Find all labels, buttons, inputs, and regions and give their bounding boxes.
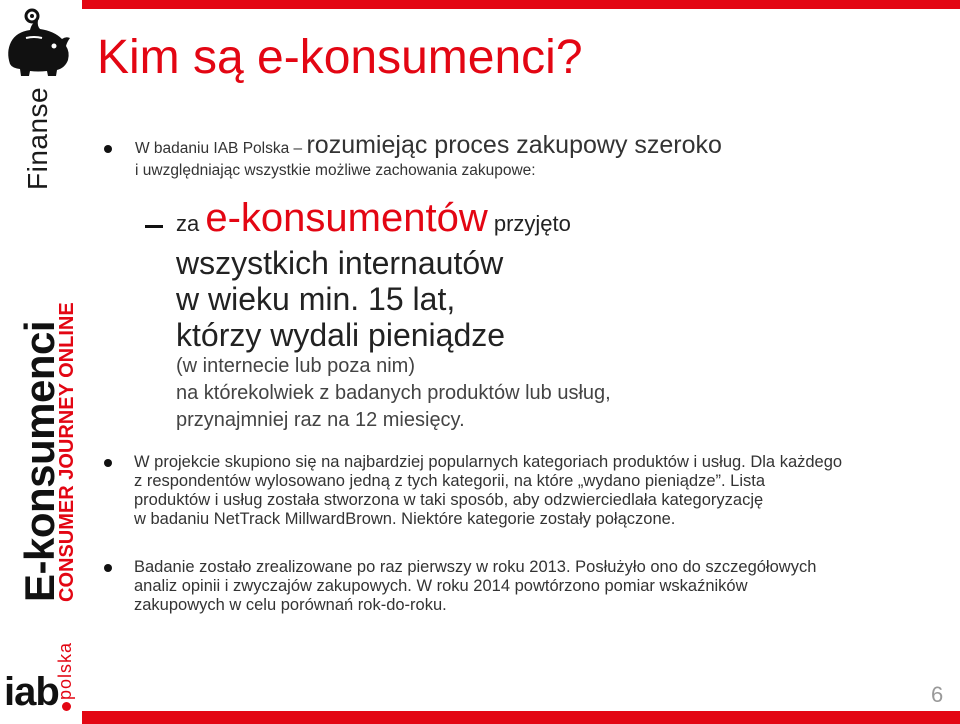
definition-line-7: przynajmniej raz na 12 miesięcy.: [176, 409, 465, 431]
bottom-accent-bar: [82, 711, 960, 724]
definition-przyjeto: przyjęto: [487, 211, 571, 236]
top-accent-bar: [82, 0, 960, 9]
bullet-dot: [104, 564, 114, 574]
iab-logo-dot: [62, 702, 71, 711]
paragraph-line: W projekcie skupiono się na najbardziej popularnych kategoriach produktów i usług. Dla każdego: [134, 453, 843, 471]
sub-bullet-dash: [145, 225, 163, 228]
brand-subtitle: CONSUMER JOURNEY ONLINE: [56, 302, 78, 602]
definition-za: za: [176, 211, 206, 236]
intro-emphasis: rozumiejąc proces zakupowy szeroko: [306, 131, 722, 159]
history-paragraph: [134, 558, 924, 615]
definition-line-6: na którekolwiek z badanych produktów lub usług,: [176, 382, 611, 404]
page-number: 6: [931, 682, 944, 707]
brand-title: E-konsumenci: [16, 320, 63, 602]
definition-line-5: (w internecie lub poza nim): [176, 355, 415, 377]
section-label: Finanse: [22, 86, 53, 190]
intro-paragraph: [135, 131, 875, 182]
definition-line-3: w wieku min. 15 lat,: [176, 281, 456, 317]
definition-term: e-konsumentów: [205, 196, 488, 240]
paragraph-line: analiz opinii i zwyczajów zakupowych. W roku 2014 powtórzono pomiar wskaźników: [134, 577, 748, 595]
intro-line-2: i uwzględniając wszystkie możliwe zachowania zakupowe:: [135, 162, 536, 179]
page-title: Kim są e-konsumenci?: [97, 31, 583, 84]
paragraph-line: z respondentów wylosowano jedną z tych kategorii, na które „wydano pieniądze”. Lista: [134, 472, 766, 490]
paragraph-line: zakupowych w celu porównań rok-do-roku.: [134, 596, 447, 614]
definition-line-2: wszystkich internautów: [176, 245, 504, 281]
iab-logo-polska: polska: [55, 641, 75, 700]
paragraph-line: Badanie zostało zrealizowane po raz pierwszy w roku 2013. Posłużyło ono do szczegółowych: [134, 558, 817, 576]
iab-logo: iab: [4, 670, 59, 714]
bullet-dot: [104, 459, 114, 469]
intro-small-text: W badaniu IAB Polska –: [135, 140, 307, 157]
definition-block: [176, 196, 816, 434]
bullet-dot: [104, 145, 114, 155]
paragraph-line: w badaniu NetTrack MillwardBrown. Niektóre kategorie zostały połączone.: [134, 510, 676, 528]
paragraph-line: produktów i usług została stworzona w taki sposób, aby odzwierciedlała kategoryzację: [134, 491, 764, 509]
piggy-bank-icon: [2, 6, 74, 76]
method-paragraph: [134, 453, 924, 529]
definition-line-4: którzy wydali pieniądze: [176, 317, 506, 353]
